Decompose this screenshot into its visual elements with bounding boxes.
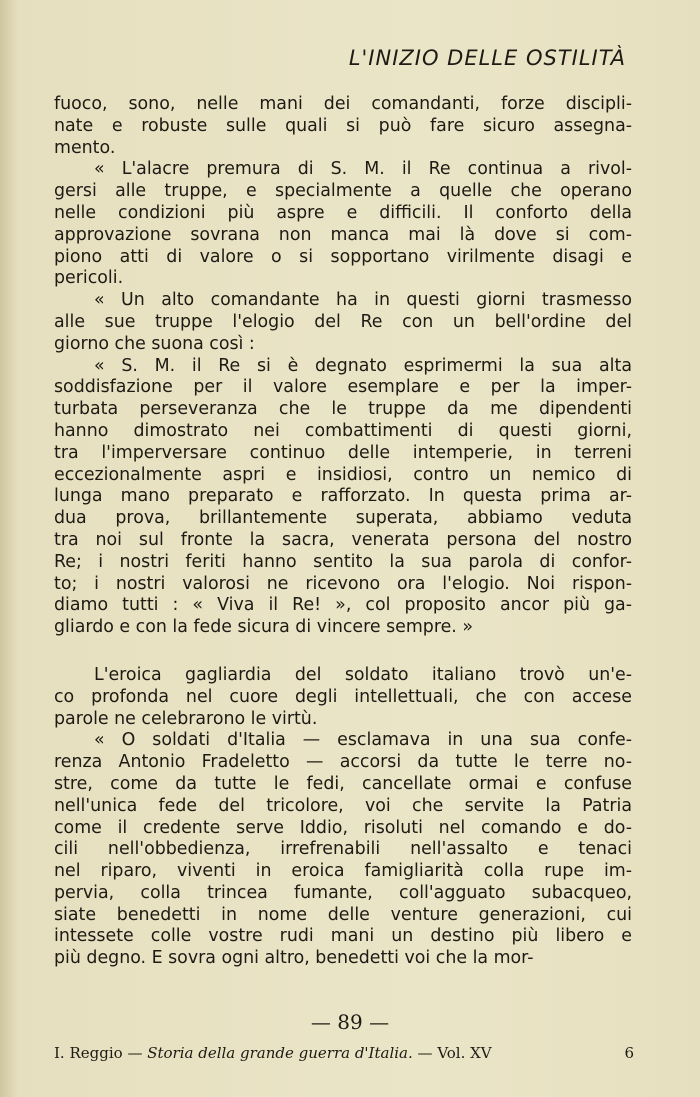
text-line: siate benedetti in nome delle venture generazioni, cui xyxy=(54,904,632,925)
text-line: « Un alto comandante ha in questi giorni trasmesso xyxy=(94,290,632,311)
text-line: dua prova, brillantemente superata, abbiamo veduta xyxy=(54,508,632,529)
paragraph xyxy=(54,290,632,355)
text-line: soddisfazione per il valore esemplare e per la imper- xyxy=(54,377,632,398)
text-line: « O soldati d'Italia — esclamava in una sua confe- xyxy=(94,730,632,751)
text-line: approvazione sovrana non manca mai là dove si com- xyxy=(54,224,632,245)
footer-title: Storia della grande guerra d'Italia. xyxy=(147,1044,413,1062)
text-line: hanno dimostrato nei combattimenti di questi giorni, xyxy=(54,420,632,441)
text-line: più degno. E sovra ogni altro, benedetti voi che la mor- xyxy=(54,948,534,969)
text-line: stre, come da tutte le fedi, cancellate ormai e confuse xyxy=(54,773,632,794)
text-line: tra l'imperversare continuo delle intemperie, in terreni xyxy=(54,442,632,463)
paragraph xyxy=(54,356,632,639)
text-line: alle sue truppe l'elogio del Re con un bell'ordine del xyxy=(54,311,632,332)
paragraph-gap xyxy=(54,639,632,665)
text-line: mento. xyxy=(54,137,116,158)
text-line: co profonda nel cuore degli intellettuali, che con accese xyxy=(54,686,632,707)
body-text xyxy=(54,94,632,970)
footer-author: I. Reggio xyxy=(54,1044,123,1062)
page-number: — 89 — xyxy=(310,1010,390,1034)
text-line: nell'unica fede del tricolore, voi che servite la Patria xyxy=(54,795,632,816)
text-line: eccezionalmente aspri e insidiosi, contro un nemico di xyxy=(54,464,632,485)
paragraph xyxy=(54,94,632,159)
text-line: gliardo e con la fede sicura di vincere sempre. » xyxy=(54,617,474,638)
text-line: nate e robuste sulle quali si può fare sicuro assegna- xyxy=(54,115,632,136)
text-line: come il credente serve Iddio, risoluti nel comando e do- xyxy=(54,817,632,838)
paragraph xyxy=(54,159,632,290)
text-line: piono atti di valore o si sopportano virilmente disagi e xyxy=(54,246,632,267)
footer-volume: Vol. XV xyxy=(437,1044,492,1062)
text-line: « L'alacre premura di S. M. il Re continua a rivol- xyxy=(94,159,632,180)
paragraph xyxy=(54,730,632,970)
text-line: Re; i nostri feriti hanno sentito la sua parola di confor- xyxy=(54,551,632,572)
text-line: parole ne celebrarono le virtù. xyxy=(54,708,318,729)
text-line: « S. M. il Re si è degnato esprimermi la sua alta xyxy=(94,355,632,376)
text-line: gersi alle truppe, e specialmente a quelle che operano xyxy=(54,181,632,202)
footer-signature: 6 xyxy=(624,1044,634,1062)
footer-citation xyxy=(54,1044,492,1062)
text-line: diamo tutti : « Viva il Re! », col proposito ancor più ga- xyxy=(54,595,632,616)
text-line: renza Antonio Fradeletto — accorsi da tutte le terre no- xyxy=(54,752,632,773)
paragraph xyxy=(54,665,632,730)
text-line: pervia, colla trincea fumante, coll'agguato subacqueo, xyxy=(54,882,632,903)
text-line: fuoco, sono, nelle mani dei comandanti, forze discipli- xyxy=(54,94,632,114)
text-line: turbata perseveranza che le truppe da me dipendenti xyxy=(54,399,632,420)
footer xyxy=(54,1044,634,1062)
text-line: cili nell'obbedienza, irrefrenabili nell'assalto e tenaci xyxy=(54,839,632,860)
text-line: nelle condizioni più aspre e difficili. Il conforto della xyxy=(54,202,632,223)
text-line: to; i nostri valorosi ne ricevono ora l'elogio. Noi rispon- xyxy=(54,573,632,594)
text-line: intessete colle vostre rudi mani un destino più libero e xyxy=(54,926,632,947)
running-header: L'INIZIO DELLE OSTILITÀ xyxy=(348,46,626,70)
text-line: tra noi sul fronte la sacra, venerata persona del nostro xyxy=(54,529,632,550)
text-line: pericoli. xyxy=(54,268,124,289)
footer-dash: — xyxy=(412,1044,438,1062)
text-line: L'eroica gagliardia del soldato italiano trovò un'e- xyxy=(94,664,632,685)
text-line: nel riparo, viventi in eroica famigliarità colla rupe im- xyxy=(54,861,632,882)
text-line: lunga mano preparato e rafforzato. In questa prima ar- xyxy=(54,486,632,507)
footer-dash: — xyxy=(122,1044,148,1062)
text-line: giorno che suona così : xyxy=(54,333,255,354)
